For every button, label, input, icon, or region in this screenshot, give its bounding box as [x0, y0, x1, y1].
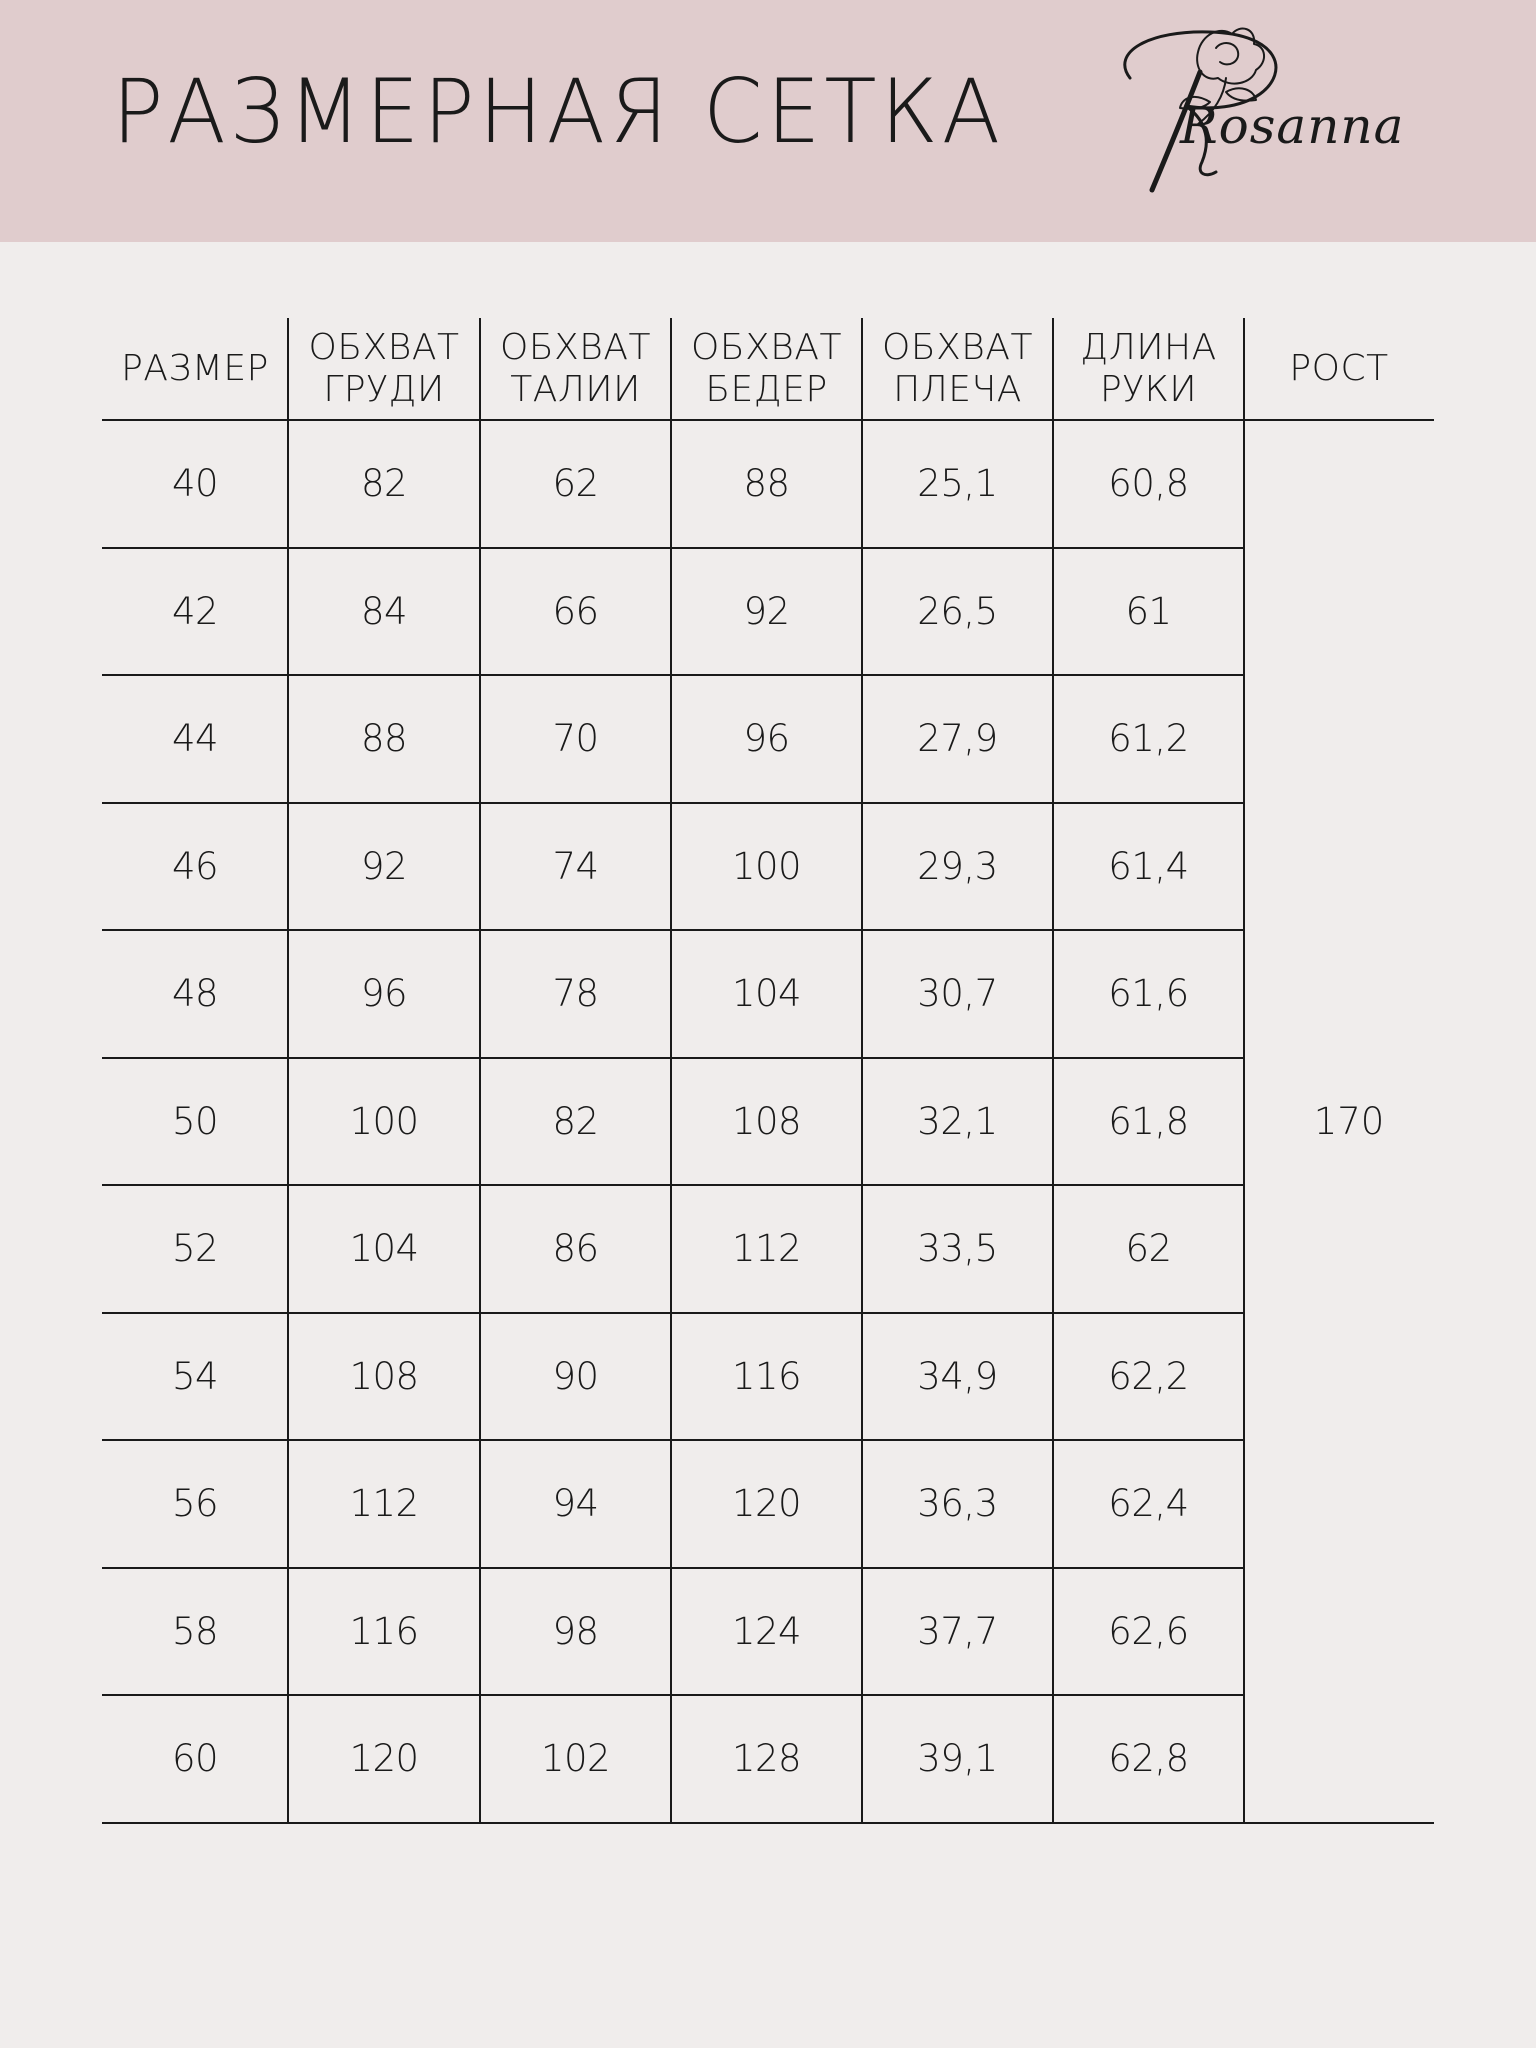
measurement-value: 102 — [540, 1737, 611, 1781]
column-header-line1: ДЛИНА — [1080, 327, 1217, 368]
measurement-value: 62 — [552, 462, 599, 506]
measurement-value: 82 — [360, 462, 408, 506]
measurement-value: 112 — [349, 1482, 419, 1526]
measurement-value: 108 — [349, 1354, 419, 1398]
column-header-line1: РАЗМЕР — [121, 348, 269, 389]
measurement-value: 112 — [731, 1227, 802, 1271]
column-divider — [1052, 318, 1054, 1823]
column-header-line2: РУКИ — [1099, 369, 1198, 410]
size-value: 44 — [171, 717, 219, 761]
row-divider — [102, 1439, 1244, 1441]
size-value: 48 — [171, 972, 219, 1016]
measurement-value: 30,7 — [917, 972, 998, 1016]
measurement-value: 94 — [552, 1482, 599, 1526]
column-divider — [861, 318, 863, 1823]
column-divider — [287, 318, 289, 1823]
size-value: 58 — [171, 1609, 219, 1653]
column-header — [671, 318, 862, 420]
measurement-value: 104 — [349, 1227, 419, 1271]
row-divider — [102, 1822, 1434, 1824]
measurement-value: 84 — [360, 589, 408, 633]
measurement-value: 104 — [731, 972, 802, 1016]
measurement-value: 62,4 — [1108, 1482, 1189, 1526]
column-header-line2: БЕДЕР — [705, 369, 828, 410]
row-divider — [102, 1694, 1244, 1696]
column-header — [1244, 318, 1434, 420]
column-header — [862, 318, 1053, 420]
measurement-value: 26,5 — [917, 589, 998, 633]
row-divider — [102, 1184, 1244, 1186]
column-divider — [479, 318, 481, 1823]
column-header — [102, 318, 288, 420]
measurement-value: 61,6 — [1108, 972, 1189, 1016]
measurement-value: 32,1 — [917, 1099, 998, 1143]
measurement-value: 61,2 — [1108, 717, 1189, 761]
measurement-value: 39,1 — [917, 1737, 998, 1781]
measurement-value: 34,9 — [917, 1354, 998, 1398]
column-header-line1: ОБХВАТ — [500, 327, 651, 368]
column-header-line2: ГРУДИ — [323, 369, 445, 410]
measurement-value: 100 — [731, 844, 802, 888]
measurement-value: 25,1 — [917, 462, 998, 506]
measurement-value: 66 — [552, 589, 599, 633]
measurement-value: 74 — [552, 844, 599, 888]
measurement-value: 62,6 — [1108, 1609, 1189, 1653]
measurement-value: 62 — [1125, 1227, 1172, 1271]
size-value: 52 — [171, 1227, 219, 1271]
size-value: 60 — [171, 1737, 219, 1781]
row-divider — [102, 929, 1244, 931]
size-value: 46 — [171, 844, 219, 888]
measurement-value: 120 — [349, 1737, 419, 1781]
column-header-line1: ОБХВАТ — [308, 327, 460, 368]
measurement-value: 60,8 — [1108, 462, 1189, 506]
column-divider — [670, 318, 672, 1823]
column-header — [288, 318, 480, 420]
measurement-value: 120 — [731, 1482, 802, 1526]
measurement-value: 27,9 — [917, 717, 998, 761]
measurement-value: 36,3 — [917, 1482, 998, 1526]
measurement-value: 62,2 — [1108, 1354, 1189, 1398]
measurement-value: 37,7 — [917, 1609, 998, 1653]
row-divider — [102, 802, 1244, 804]
size-value: 56 — [171, 1482, 219, 1526]
measurement-value: 98 — [552, 1609, 599, 1653]
header-banner — [0, 0, 1536, 242]
page-title: РАЗМЕРНАЯ СЕТКА — [112, 60, 1005, 163]
column-header-line1: ОБХВАТ — [882, 327, 1033, 368]
measurement-value: 29,3 — [917, 844, 998, 888]
measurement-value: 61 — [1125, 589, 1172, 633]
measurement-value: 92 — [743, 589, 790, 633]
measurement-value: 82 — [552, 1099, 599, 1143]
size-value: 54 — [171, 1354, 219, 1398]
measurement-value: 116 — [349, 1609, 419, 1653]
measurement-value: 70 — [552, 717, 599, 761]
measurement-value: 61,8 — [1108, 1099, 1189, 1143]
column-header — [1053, 318, 1244, 420]
measurement-value: 96 — [743, 717, 790, 761]
size-value: 50 — [171, 1099, 219, 1143]
measurement-value: 96 — [360, 972, 408, 1016]
measurement-value: 128 — [731, 1737, 802, 1781]
size-value: 42 — [171, 589, 219, 633]
measurement-value: 108 — [731, 1099, 802, 1143]
row-divider — [102, 419, 1434, 421]
measurement-value: 78 — [552, 972, 599, 1016]
measurement-value: 124 — [731, 1609, 802, 1653]
measurement-value: 90 — [552, 1354, 599, 1398]
measurement-value: 86 — [552, 1227, 599, 1271]
row-divider — [102, 674, 1244, 676]
row-divider — [102, 1567, 1244, 1569]
column-header-line2: ТАЛИИ — [510, 369, 641, 410]
measurement-value: 33,5 — [917, 1227, 998, 1271]
column-header-line2: ПЛЕЧА — [893, 369, 1022, 410]
growth-value: 170 — [1313, 1099, 1385, 1143]
measurement-value: 88 — [360, 717, 408, 761]
column-header-line1: РОСТ — [1289, 348, 1389, 389]
row-divider — [102, 1057, 1244, 1059]
measurement-value: 92 — [360, 844, 408, 888]
measurement-value: 100 — [349, 1099, 419, 1143]
measurement-value: 116 — [731, 1354, 802, 1398]
row-divider — [102, 547, 1244, 549]
measurement-value: 61,4 — [1108, 844, 1189, 888]
measurement-value: 62,8 — [1108, 1737, 1189, 1781]
size-value: 40 — [171, 462, 219, 506]
column-header-line1: ОБХВАТ — [691, 327, 842, 368]
brand-name: Rosanna — [1180, 97, 1405, 155]
row-divider — [102, 1312, 1244, 1314]
column-header — [480, 318, 671, 420]
column-divider — [1243, 318, 1245, 1823]
measurement-value: 88 — [743, 462, 790, 506]
